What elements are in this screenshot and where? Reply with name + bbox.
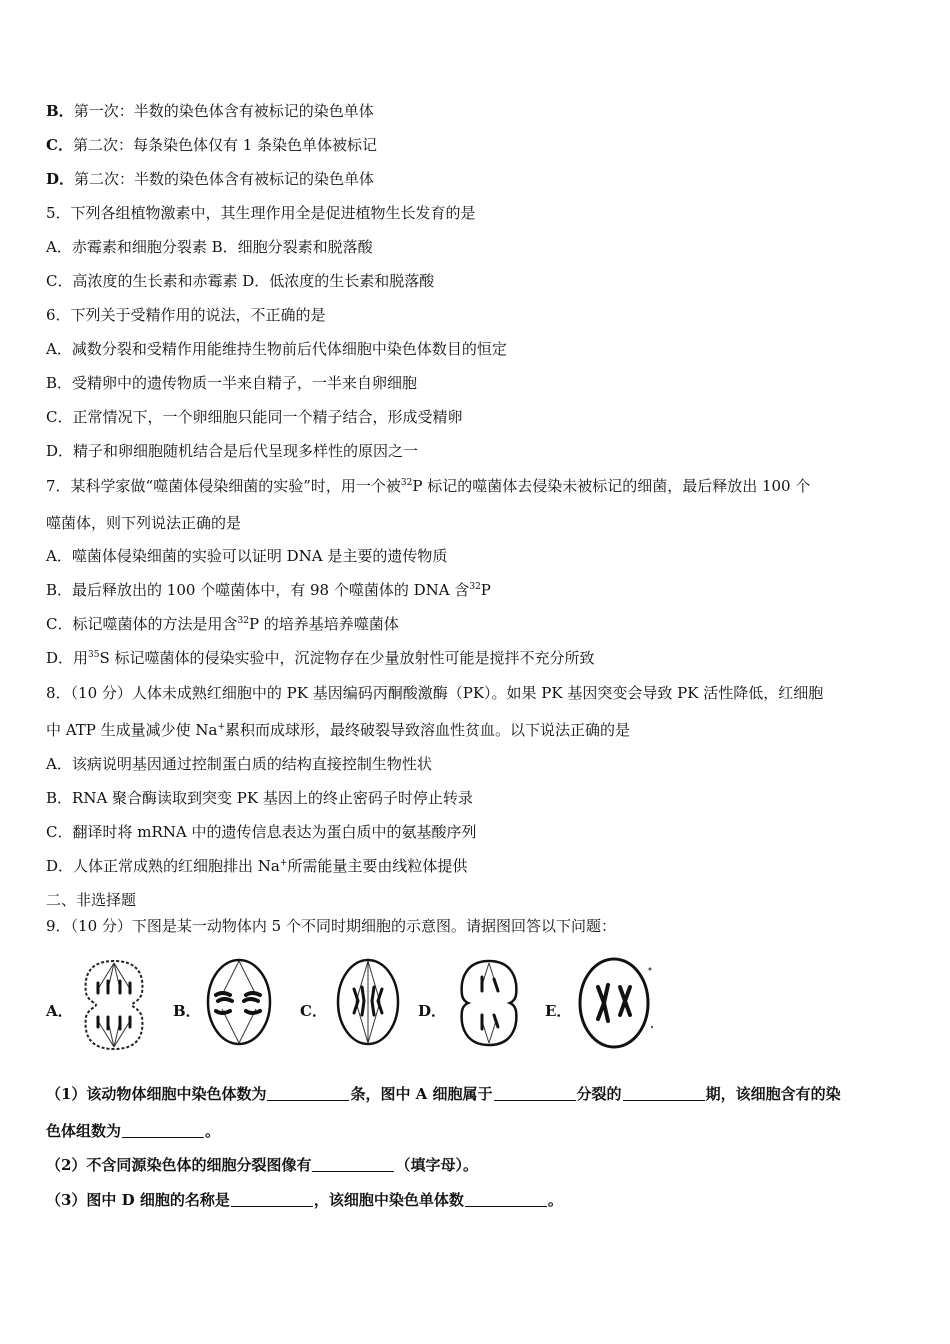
q7-option-d: D．用$^{35}$S 标记噬菌体的侵染实验中，沉淀物存在少量放射性可能是搅拌不充分所致 <box>46 649 595 667</box>
answer-blank-no-homologous[interactable] <box>312 1157 394 1172</box>
cell-b-illustration <box>204 955 274 1049</box>
figure-label-b: B． <box>173 1002 201 1020</box>
superscript-32: 32 <box>400 478 413 488</box>
cell-e-illustration <box>576 955 656 1051</box>
answer-blank-chromosome-count[interactable] <box>267 1086 349 1101</box>
answer-blank-division-type[interactable] <box>494 1086 576 1101</box>
q6-option-a: A．减数分裂和受精作用能维持生物前后代体细胞中染色体数目的恒定 <box>46 340 507 358</box>
q4-option-c: C．第二次：每条染色体仅有 1 条染色单体被标记 <box>46 136 378 154</box>
superscript-35: 35 <box>88 650 100 660</box>
q6-stem: 6．下列关于受精作用的说法，不正确的是 <box>46 306 326 324</box>
q8-option-d: D．人体正常成熟的红细胞排出 Na+所需能量主要由线粒体提供 <box>46 857 468 875</box>
answer-blank-cell-d-name[interactable] <box>231 1192 313 1207</box>
q6-option-c: C．正常情况下，一个卵细胞只能同一个精子结合，形成受精卵 <box>46 408 463 426</box>
q4-option-d: D．第二次：半数的染色体含有被标记的染色单体 <box>46 170 375 188</box>
q6-option-b: B．受精卵中的遗传物质一半来自精子，一半来自卵细胞 <box>46 374 418 392</box>
q9-part1-line1: （1）该动物体细胞中染色体数为 条，图中 A 细胞属于 分裂的 期，该细胞含有的染 <box>46 1085 841 1103</box>
q9-part1-line2: 色体组数为 。 <box>46 1122 221 1140</box>
q8-option-a: A．该病说明基因通过控制蛋白质的结构直接控制生物性状 <box>46 755 432 773</box>
answer-blank-phase[interactable] <box>623 1086 705 1101</box>
q7-stem-line2: 噬菌体，则下列说法正确的是 <box>46 514 242 532</box>
q9-part2: （2）不含同源染色体的细胞分裂图像有 （填字母）。 <box>46 1156 478 1174</box>
answer-blank-chromosome-sets[interactable] <box>122 1123 204 1138</box>
figure-label-c: C． <box>300 1002 327 1020</box>
q9-stem: 9．（10 分）下图是某一动物体内 5 个不同时期细胞的示意图。请据图回答以下问题： <box>46 917 616 935</box>
q5-options-cd: C．高浓度的生长素和赤霉素 D．低浓度的生长素和脱落酸 <box>46 272 435 290</box>
q7-stem-line1: 7．某科学家做“噬菌体侵染细菌的实验”时，用一个被$^{32}$P 标记的噬菌体去侵染未被标记的细菌，最后释放出 100 个 <box>46 477 811 495</box>
answer-blank-chromatid-count[interactable] <box>465 1192 547 1207</box>
q5-options-ab: A．赤霉素和细胞分裂素 B．细胞分裂素和脱落酸 <box>46 238 373 256</box>
q4-option-b: B．第一次：半数的染色体含有被标记的染色单体 <box>46 102 374 120</box>
cell-c-illustration <box>334 955 402 1049</box>
cell-a-illustration <box>78 955 150 1055</box>
figure-label-e: E． <box>545 1002 572 1020</box>
q7-option-b: B．最后释放出的 100 个噬菌体中，有 98 个噬菌体的 DNA 含$^{32}$P <box>46 581 491 599</box>
cell-d-illustration <box>454 955 524 1051</box>
q7-option-a: A．噬菌体侵染细菌的实验可以证明 DNA 是主要的遗传物质 <box>46 547 448 565</box>
section-heading: 二、非选择题 <box>46 891 137 909</box>
q8-option-c: C．翻译时将 mRNA 中的遗传信息表达为蛋白质中的氨基酸序列 <box>46 823 477 841</box>
figure-label-a: A． <box>46 1002 73 1020</box>
q6-option-d: D．精子和卵细胞随机结合是后代呈现多样性的原因之一 <box>46 442 419 460</box>
q8-stem-line1: 8．（10 分）人体未成熟红细胞中的 PK 基因编码丙酮酸激酶（PK）。如果 PK 基因突变会导致 PK 活性降低，红细胞 <box>46 684 824 702</box>
figure-label-d: D． <box>418 1002 447 1020</box>
q7-option-c: C．标记噬菌体的方法是用含$^{32}$P 的培养基培养噬菌体 <box>46 615 399 633</box>
q8-option-b: B．RNA 聚合酶读取到突变 PK 基因上的终止密码子时停止转录 <box>46 789 473 807</box>
q8-stem-line2: 中 ATP 生成量减少使 Na+累积而成球形，最终破裂导致溶血性贫血。以下说法正确的是 <box>46 721 631 739</box>
q9-part3: （3）图中 D 细胞的名称是 ，该细胞中染色单体数 。 <box>46 1191 563 1209</box>
q5-stem: 5．下列各组植物激素中，其生理作用全是促进植物生长发育的是 <box>46 204 476 222</box>
